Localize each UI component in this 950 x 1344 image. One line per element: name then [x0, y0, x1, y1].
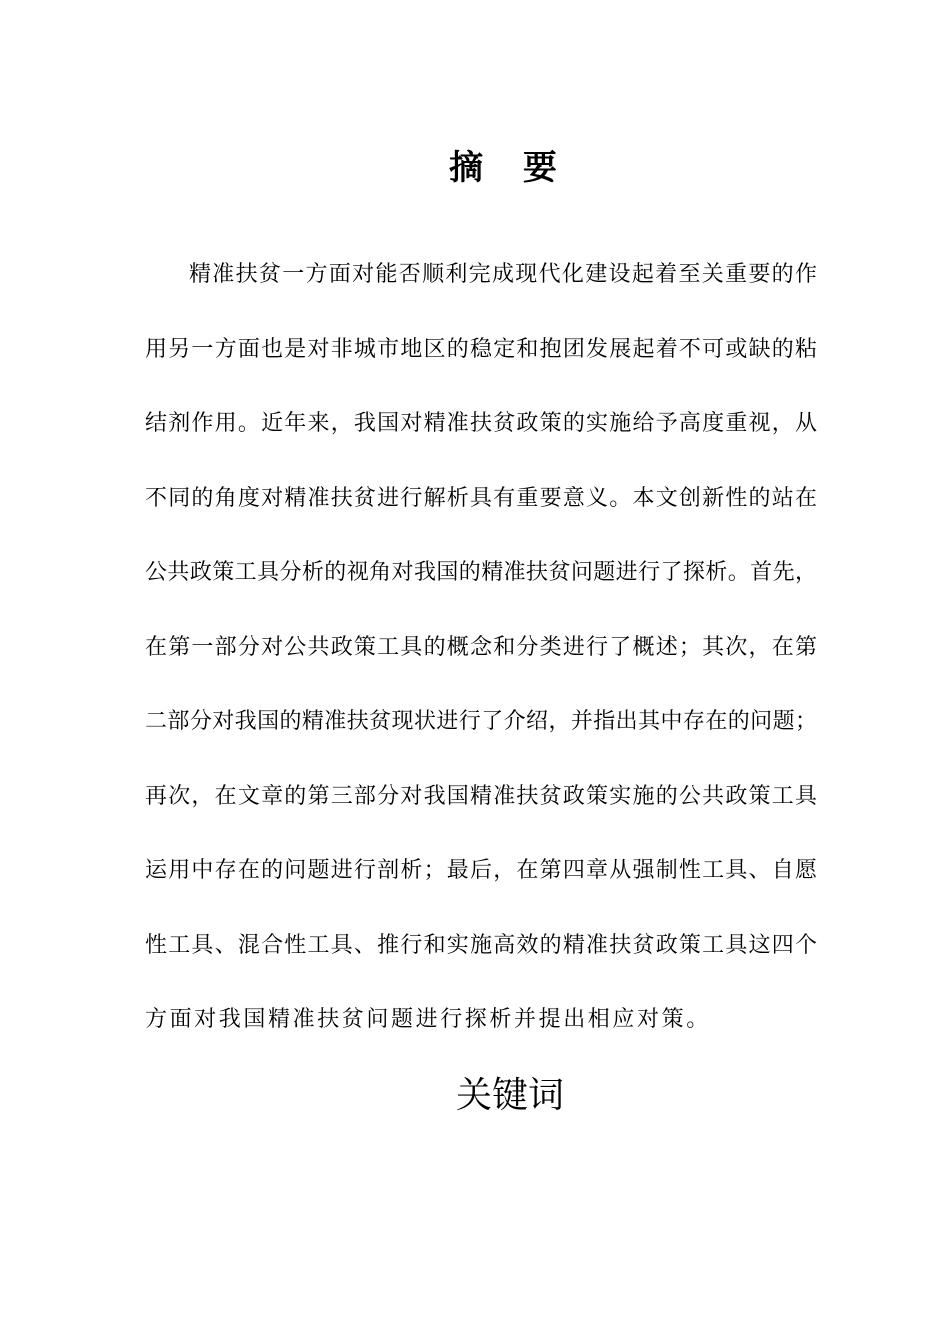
abstract-line: 性工具、混合性工具、推行和实施高效的精准扶贫政策工具这四个: [145, 932, 817, 958]
abstract-line: 精准扶贫一方面对能否顺利完成现代化建设起着至关重要的作: [189, 262, 817, 287]
abstract-line: 不同的角度对精准扶贫进行解析具有重要意义。本文创新性的站在: [145, 485, 817, 511]
abstract-line: 公共政策工具分析的视角对我国的精准扶贫问题进行了探析。首先，: [145, 560, 817, 585]
abstract-line: 运用中存在的问题进行剖析；最后，在第四章从强制性工具、自愿: [145, 858, 817, 883]
abstract-line: 方面对我国精准扶贫问题进行探析并提出相应对策。: [145, 1007, 711, 1032]
abstract-line: 在第一部分对公共政策工具的概念和分类进行了概述；其次，在第: [145, 634, 817, 660]
page-title: 摘 要: [449, 148, 571, 188]
abstract-line: 结剂作用。近年来，我国对精准扶贫政策的实施给予高度重视，从: [145, 411, 817, 436]
keywords-heading: 关键词: [455, 1075, 564, 1116]
abstract-line: 二部分对我国的精准扶贫现状进行了介绍，并指出其中存在的问题；: [145, 709, 817, 734]
abstract-line: 再次，在文章的第三部分对我国精准扶贫政策实施的公共政策工具: [145, 783, 817, 809]
abstract-paragraph: [145, 238, 817, 1058]
abstract-line: 用另一方面也是对非城市地区的稳定和抱团发展起着不可或缺的粘: [145, 336, 817, 362]
